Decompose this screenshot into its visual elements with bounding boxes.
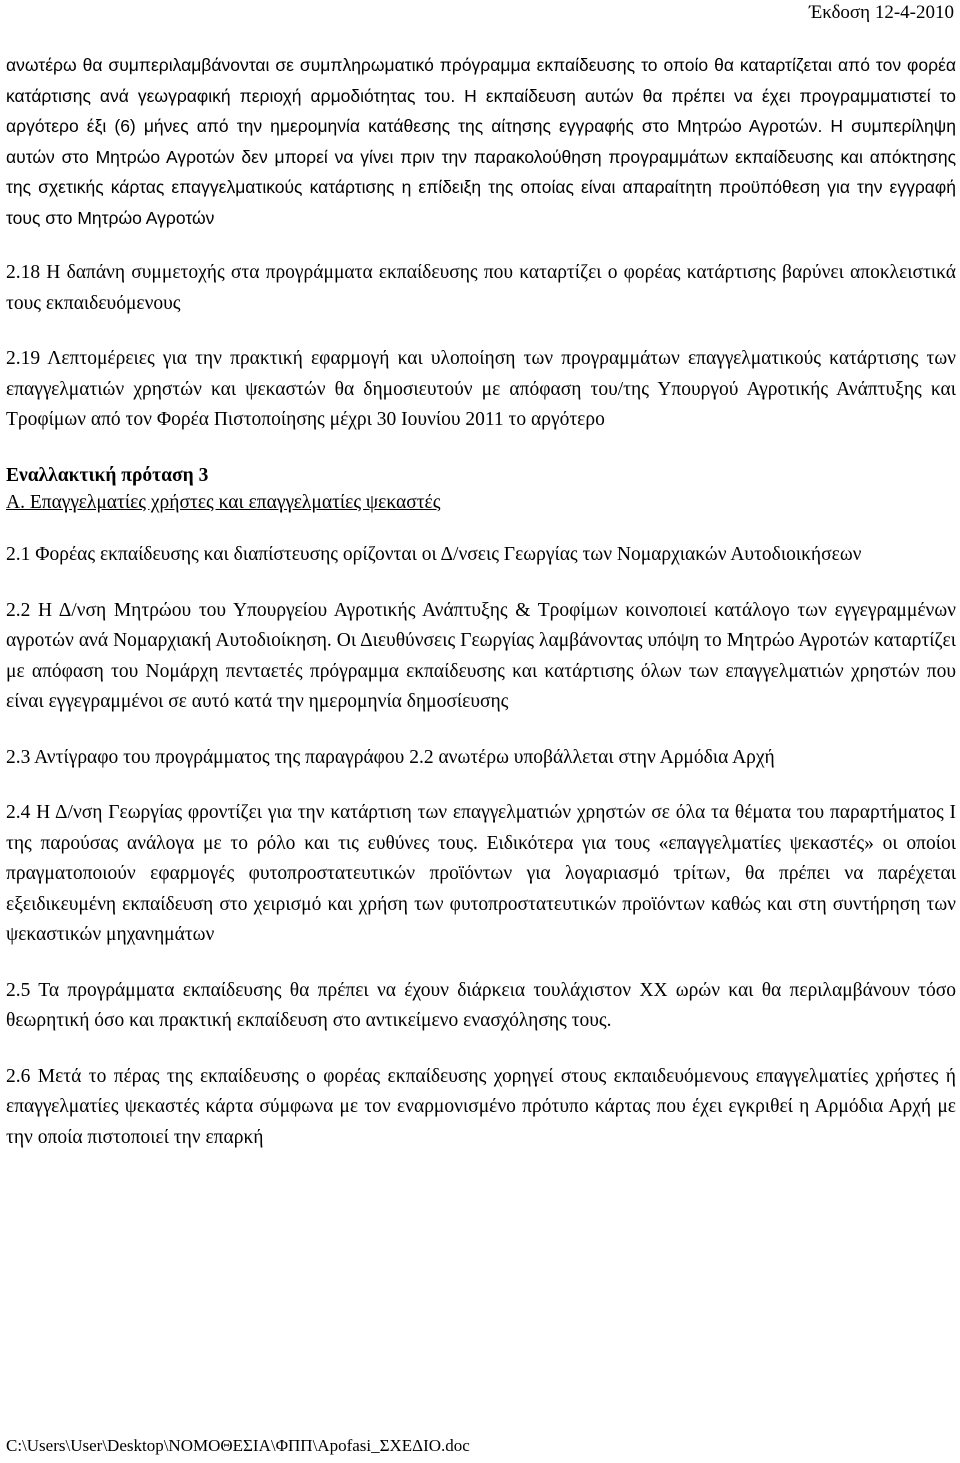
paragraph-2-5: 2.5 Τα προγράμματα εκπαίδευσης θα πρέπει να έχουν διάρκεια τουλάχιστον ΧΧ ωρών και θα περιλαμβάνουν τόσο θεωρητική όσο και πρακτική εκπαίδευση στο αντικείμενο ενασχόλησης τους. [6, 979, 956, 1031]
paragraph-2-4: 2.4 Η Δ/νση Γεωργίας φροντίζει για την κατάρτιση των επαγγελματιών χρηστών σε όλα τα θέματα του παραρτήματος Ι της παρούσας ανάλογα με το ρόλο και τις ευθύνες τους. Ειδικότερα για τους «επαγγελματίες ψεκαστές» οι οποίοι πραγματοποιούν εφαρμογές φυτοπροστατευτικών προϊόντων για λογαριασμό τρίτων, θα πρέπει να παρέχεται εξειδικευμένη εκπαίδευση στο χειρισμό και χρήση των φυτοπροστατευτικών προϊόντων καθώς και στη συντήρηση των ψεκαστικών μηχανημάτων [6, 802, 956, 945]
section-subheading: Α. Επαγγελματίες χρήστες και επαγγελματίες ψεκαστές [6, 492, 441, 513]
section-heading: Εναλλακτική πρόταση 3 [6, 464, 209, 486]
paragraph-intro: ανωτέρω θα συμπεριλαμβάνονται σε συμπληρωματικό πρόγραμμα εκπαίδευσης το οποίο θα καταρτίζεται από τον φορέα κατάρτισης ανά γεωγραφική περιοχή αρμοδιότητας του. Η εκπαίδευση αυτών θα πρέπει να έχει προγραμματιστεί το αργότερο έξι (6) μήνες από την ημερομηνία κατάθεσης της αίτησης εγγραφής στο Μητρώο Αγροτών. Η συμπερίληψη αυτών στο Μητρώο Αγροτών δεν μπορεί να γίνει πριν την παρακολούθηση προγραμμάτων εκπαίδευσης και απόκτησης της σχετικής κάρτας επαγγελματικούς κατάρτισης η επίδειξη της οποίας είναι απαραίτητη προϋπόθεση για την εγγραφή τους στο Μητρώο Αγροτών [6, 55, 956, 228]
paragraph-2-3: 2.3 Αντίγραφο του προγράμματος της παραγράφου 2.2 ανωτέρω υποβάλλεται στην Αρμόδια Αρχή [6, 746, 775, 768]
paragraph-2-19: 2.19 Λεπτομέρειες για την πρακτική εφαρμογή και υλοποίηση των προγραμμάτων επαγγελματικούς κατάρτισης των επαγγελματιών χρηστών και ψεκαστών θα δημοσιευτούν με απόφαση του/της Υπουργού Αγροτικής Ανάπτυξης και Τροφίμων από τον Φορέα Πιστοποίησης μέχρι 30 Ιουνίου 2011 το αργότερο [6, 348, 956, 430]
version-header: Έκδοση 12-4-2010 [809, 2, 954, 23]
paragraph-2-18: 2.18 Η δαπάνη συμμετοχής στα προγράμματα εκπαίδευσης που καταρτίζει ο φορέας κατάρτισης βαρύνει αποκλειστικά τους εκπαιδευόμενους [6, 262, 956, 314]
paragraph-2-2: 2.2 Η Δ/νση Μητρώου του Υπουργείου Αγροτικής Ανάπτυξης & Τροφίμων κοινοποιεί κατάλογο των εγγεγραμμένων αγροτών ανά Νομαρχιακή Αυτοδιοίκηση. Οι Διευθύνσεις Γεωργίας λαμβάνοντας υπόψη το Μητρώο Αγροτών καταρτίζει με απόφαση του Νομάρχη πενταετές πρόγραμμα εκπαίδευσης και κατάρτισης όλων των επαγγελματιών χρηστών που είναι εγγεγραμμένοι σε αυτό κατά την ημερομηνία δημοσίευσης [6, 599, 956, 712]
paragraph-2-6: 2.6 Μετά το πέρας της εκπαίδευσης ο φορέας εκπαίδευσης χορηγεί στους εκπαιδευόμενους επαγγελματίες χρήστες ή επαγγελματίες ψεκαστές κάρτα σύμφωνα με τον εναρμονισμένο πρότυπο κάρτας που έχει εγκριθεί η Αρμόδια Αρχή με την οποία πιστοποιεί την επαρκή [6, 1065, 956, 1148]
file-path-footer: C:\Users\User\Desktop\ΝΟΜΟΘΕΣΙΑ\ΦΠΠ\Apofasi_ΣΧΕΔΙΟ.doc [6, 1436, 470, 1455]
document-body [6, 50, 956, 1153]
paragraph-2-1: 2.1 Φορέας εκπαίδευσης και διαπίστευσης ορίζονται οι Δ/νσεις Γεωργίας των Νομαρχιακών Αυτοδιοικήσεων [6, 544, 862, 565]
